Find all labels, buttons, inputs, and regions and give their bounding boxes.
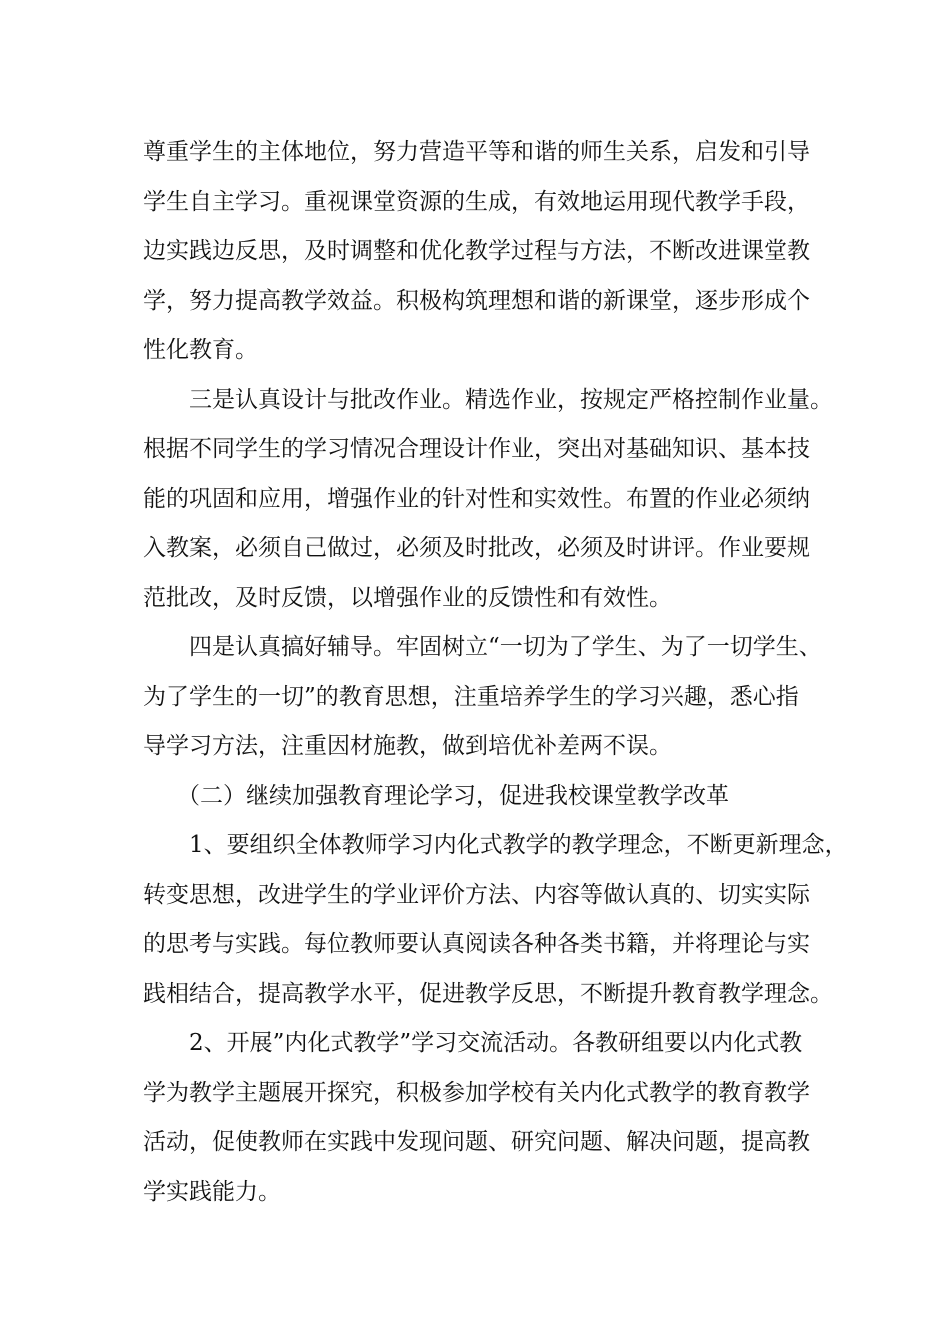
text-line: 学为教学主题展开探究，积极参加学校有关内化式教学的教育教学 xyxy=(143,1079,810,1106)
text-line: 能的巩固和应用，增强作业的针对性和实效性。布置的作业必须纳 xyxy=(143,485,810,512)
text-line: 三是认真设计与批改作业。精选作业，按规定严格控制作业量。 xyxy=(189,386,833,413)
text-line: 践相结合，提高教学水平，促进教学反思，不断提升教育教学理念。 xyxy=(143,980,833,1007)
document-body xyxy=(143,128,848,1217)
text-line: 的思考与实践。每位教师要认真阅读各种各类书籍，并将理论与实 xyxy=(143,931,810,957)
text-line: 四是认真搞好辅导。牢固树立“一切为了学生、为了一切学生、 xyxy=(189,634,822,660)
text-line: 边实践边反思，及时调整和优化教学过程与方法，不断改进课堂教 xyxy=(143,238,810,264)
text-line: 为了学生的一切”的教育思想，注重培养学生的学习兴趣，悉心指 xyxy=(143,683,799,710)
text-line: 转变思想，改进学生的学业评价方法、内容等做认真的、切实实际 xyxy=(143,881,810,908)
text-line: 2、开展”内化式教学”学习交流活动。各教研组要以内化式教 xyxy=(189,1030,803,1056)
text-line: 活动，促使教师在实践中发现问题、研究问题、解决问题，提高教 xyxy=(143,1129,810,1155)
text-line: 学，努力提高教学效益。积极构筑理想和谐的新课堂，逐步形成个 xyxy=(143,287,810,314)
text-line: 尊重学生的主体地位，努力营造平等和谐的师生关系，启发和引导 xyxy=(143,139,810,165)
text-line: 范批改，及时反馈，以增强作业的反馈性和有效性。 xyxy=(143,584,672,611)
section-heading-line: （二）继续加强教育理论学习，促进我校课堂教学改革 xyxy=(177,782,729,809)
text-line: 导学习方法，注重因材施教，做到培优补差两不误。 xyxy=(143,733,672,759)
text-line: 入教案，必须自己做过，必须及时批改，必须及时讲评。作业要规 xyxy=(143,535,810,561)
text-line: 根据不同学生的学习情况合理设计作业，突出对基础知识、基本技 xyxy=(143,436,810,462)
text-line: 学实践能力。 xyxy=(143,1178,281,1205)
text-line: 1、要组织全体教师学习内化式教学的教学理念，不断更新理念， xyxy=(189,832,848,858)
text-line: 性化教育。 xyxy=(143,337,258,363)
text-line: 学生自主学习。重视课堂资源的生成，有效地运用现代教学手段， xyxy=(143,188,810,215)
